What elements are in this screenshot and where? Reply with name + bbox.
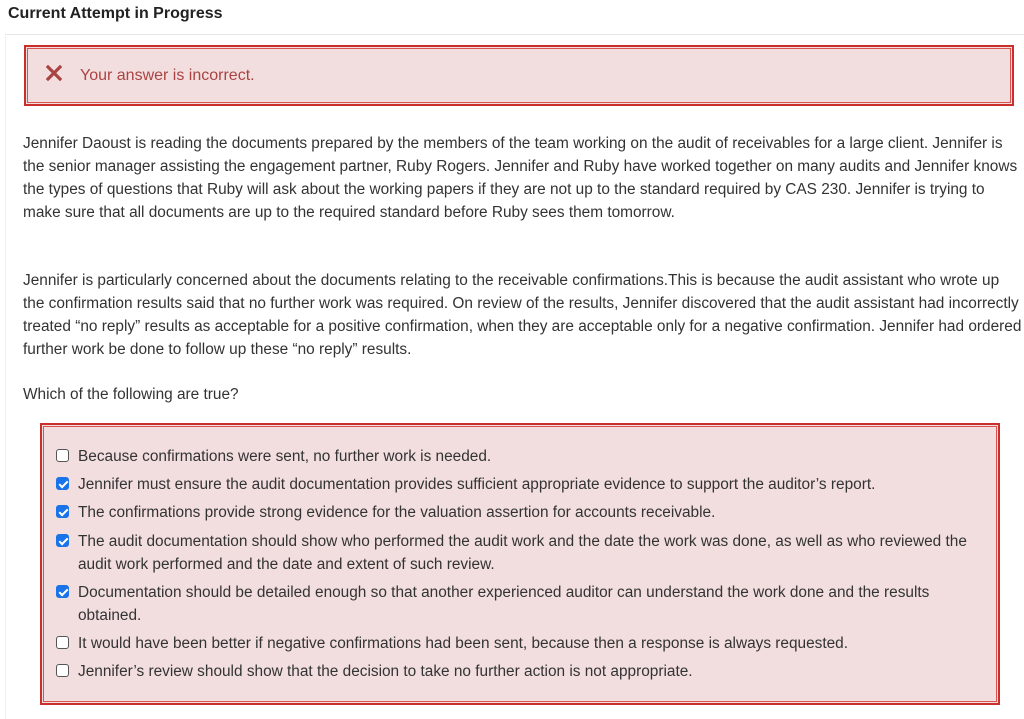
checkbox[interactable] [56,664,69,677]
option-label: Jennifer must ensure the audit documentation provides sufficient appropriate evidence to support the auditor’s report. [78,476,876,493]
question-paragraph-1: Jennifer Daoust is reading the documents prepared by the members of the team working on the audit of receivables for a large client. Jennifer is the senior manager assisting the engagement partner, Ruby Rogers. Jennifer and Ruby have worked together on many audits and Jennifer knows the types of questions that Ruby will ask about the working papers if they are not up to the standard required by CAS 230. Jennifer is trying to make sure that all documents are up to the required standard before Ruby sees them tomorrow. [23,135,1018,221]
checkbox[interactable] [56,477,69,490]
feedback-text: Your answer is incorrect. [80,67,255,84]
page-title: Current Attempt in Progress [8,5,223,22]
option-label: The confirmations provide strong evidence for the valuation assertion for accounts receivable. [78,504,716,521]
x-mark-icon [46,65,62,81]
checkbox[interactable] [56,449,69,462]
answer-options [40,423,1000,705]
question-prompt: Which of the following are true? [23,386,239,403]
header-divider [5,34,1024,35]
option-label: It would have been better if negative confirmations had been sent, because then a response is always requested. [78,635,849,652]
checkbox[interactable] [56,585,69,598]
checkbox[interactable] [56,534,69,547]
feedback-banner [24,45,1014,106]
option-label: Because confirmations were sent, no further work is needed. [78,448,492,465]
option-label: Documentation should be detailed enough so that another experienced auditor can understand the work done and the results obtained. [78,584,930,624]
option-label: Jennifer’s review should show that the decision to take no further action is not appropriate. [78,663,693,680]
option-label: The audit documentation should show who performed the audit work and the date the work was done, as well as who reviewed the audit work performed and the date and extent of such review. [78,533,967,573]
checkbox[interactable] [56,505,69,518]
checkbox[interactable] [56,636,69,649]
question-paragraph-2: Jennifer is particularly concerned about the documents relating to the receivable confirmations.This is because the audit assistant who wrote up the confirmation results said that no further work was required. On review of the results, Jennifer discovered that the audit assistant had incorrectly treated “no reply” results as acceptable for a positive confirmation, when they are acceptable only for a negative confirmation. Jennifer had ordered further work be done to follow up these “no reply” results. [23,272,1022,358]
